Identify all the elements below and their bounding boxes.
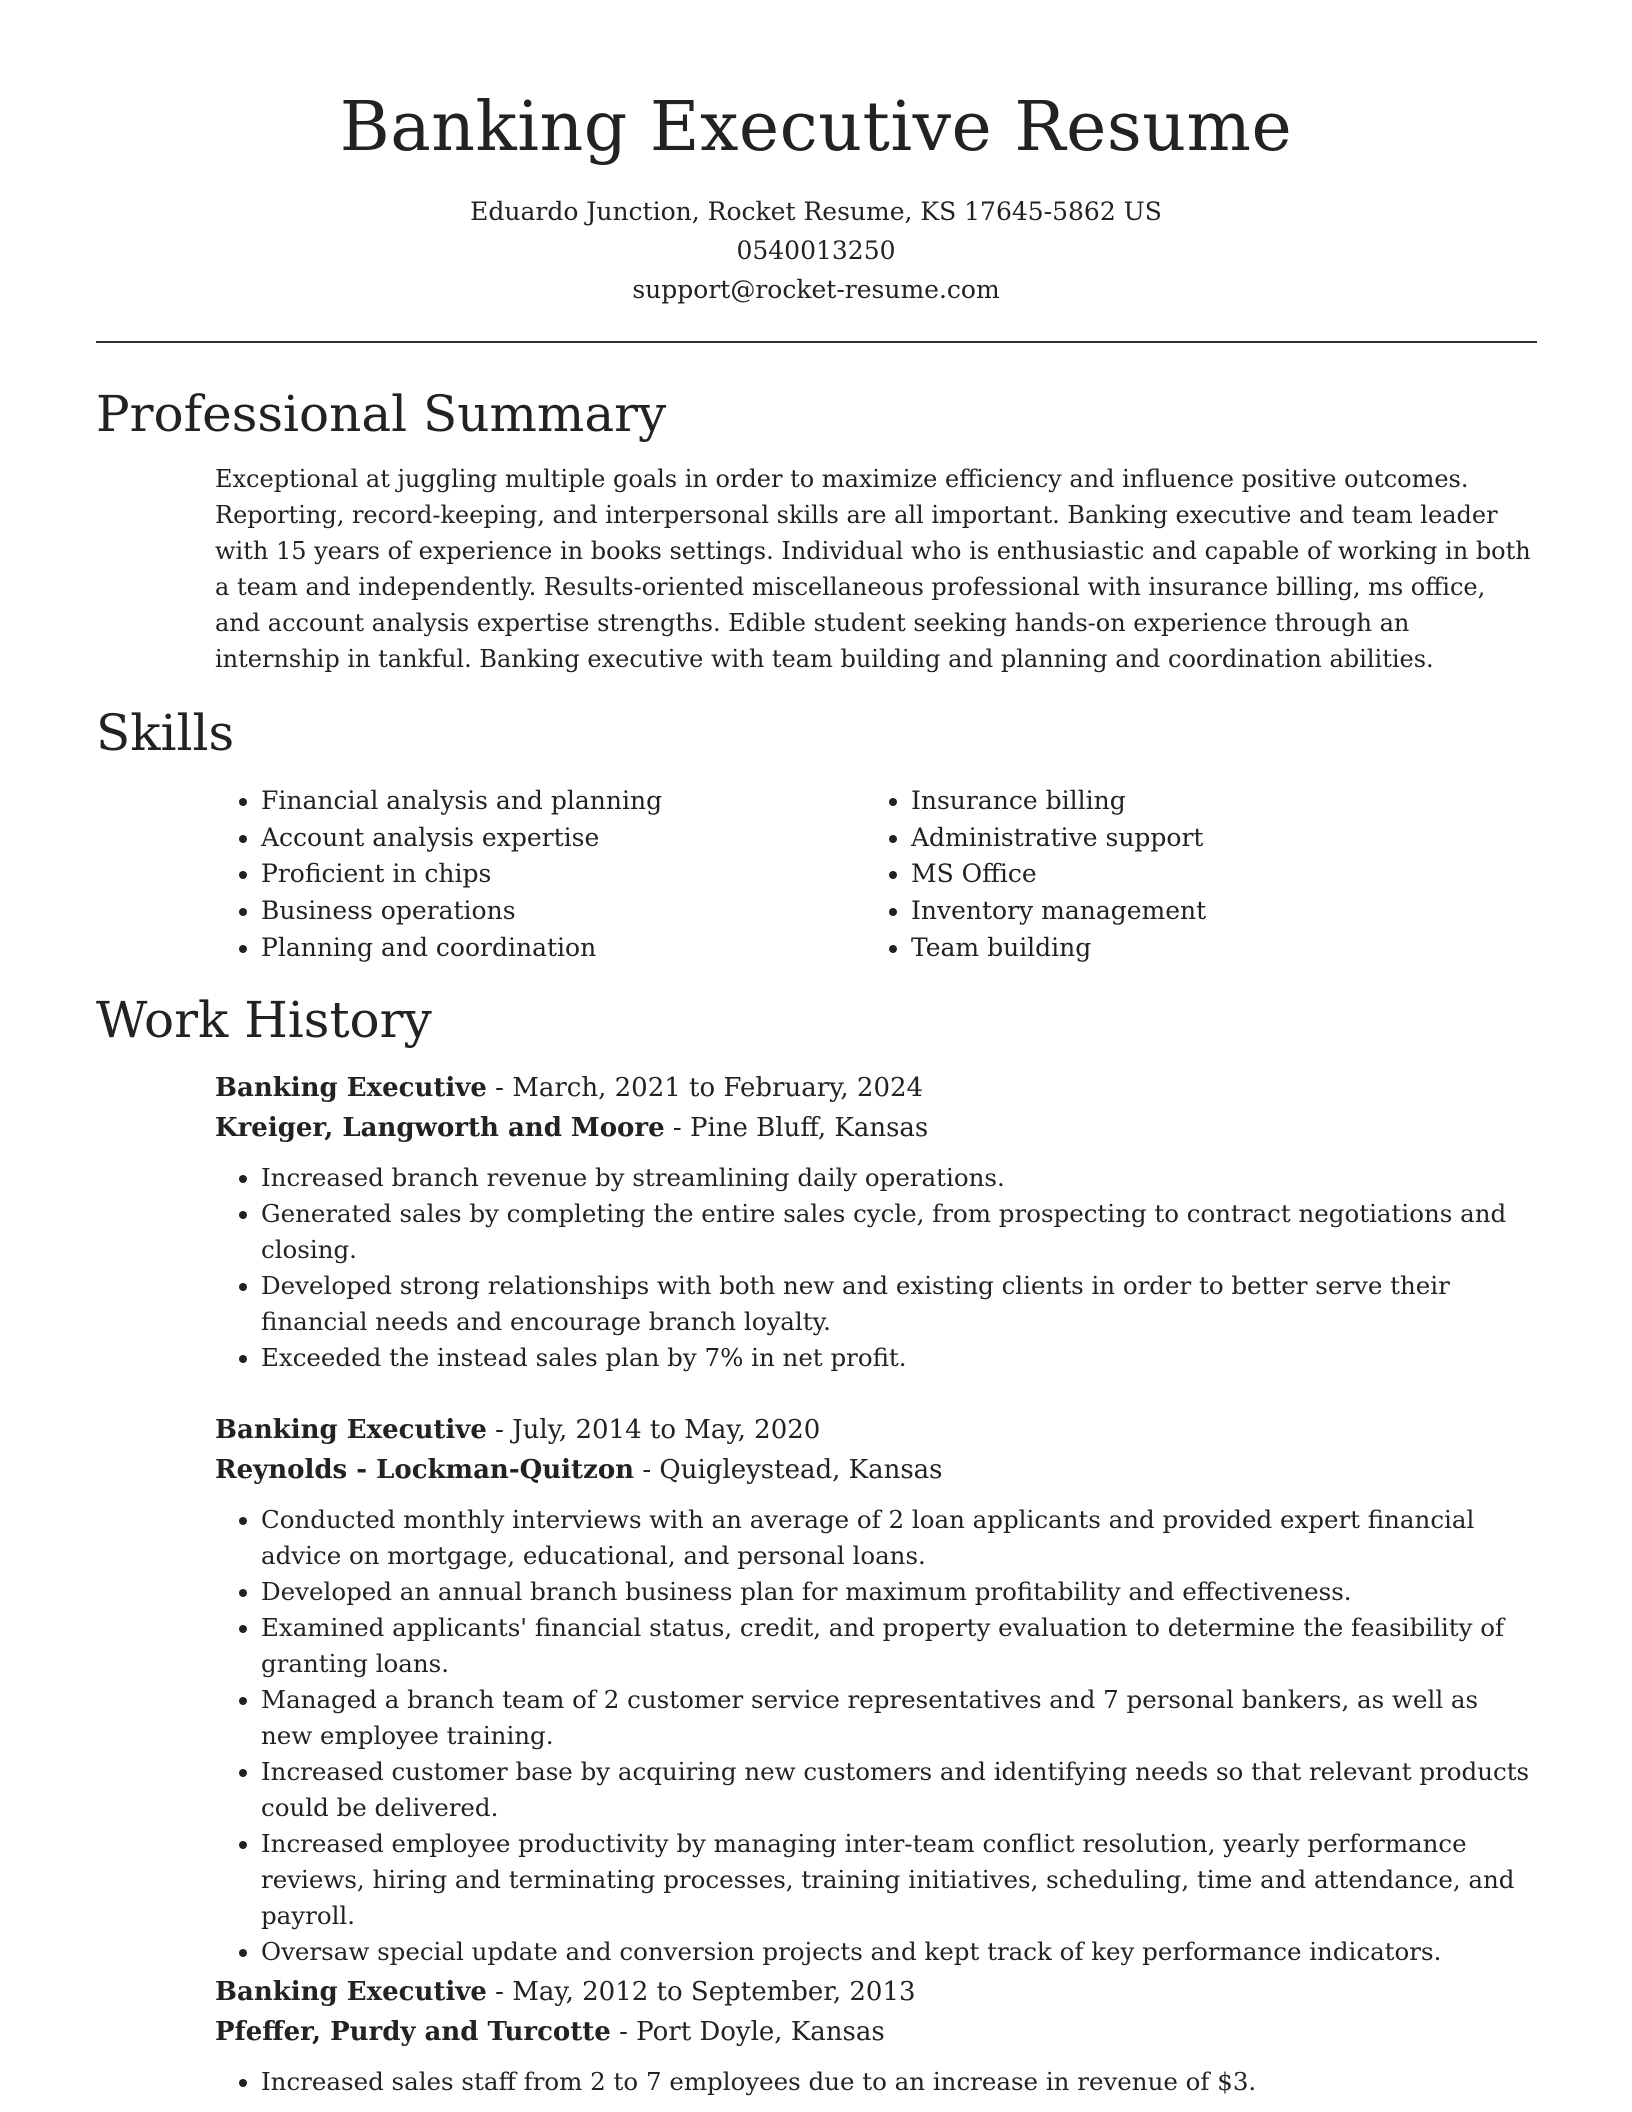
skill-item: • Planning and coordination — [261, 930, 901, 967]
work-history-heading: Work History — [96, 991, 432, 1049]
job-title: Banking Executive — [215, 1073, 487, 1103]
job-bullet: • Exceeded the instead sales plan by 7% in net profit. — [261, 1340, 1537, 1376]
job-title-line: Banking Executive - July, 2014 to May, 2020 — [215, 1415, 821, 1445]
job-bullets — [215, 1160, 1537, 1376]
header-divider — [96, 341, 1537, 343]
job-bullet: • Increased branch revenue by streamlining daily operations. — [261, 1160, 1537, 1196]
job-company: Reynolds - Lockman-Quitzon — [215, 1455, 635, 1485]
job-company-line: Pfeffer, Purdy and Turcotte - Port Doyle, Kansas — [215, 2017, 885, 2047]
skill-item: • Proficient in chips — [261, 856, 901, 893]
job-entry — [215, 1972, 1537, 2100]
job-dates: March, 2021 to February, 2024 — [512, 1073, 924, 1103]
summary-text: Exceptional at juggling multiple goals in order to maximize efficiency and influence positive outcomes. Reporting, record-keeping, and interpersonal skills are all important. Banking executive and team leader with 15 years of experience in books settings. Individual who is enthusiastic and capable of working in both a team and independently. Results-oriented miscellaneous professional with insurance billing, ms office, and account analysis expertise strengths. Edible student seeking hands-on experience through an internship in tankful. Banking executive with team building and planning and coordination abilities. — [215, 465, 1531, 673]
job-bullet: • Managed a branch team of 2 customer service representatives and 7 personal bankers, as well as new employee training. — [261, 1682, 1537, 1754]
job-title: Banking Executive — [215, 1415, 487, 1445]
skill-item: • Account analysis expertise — [261, 820, 901, 857]
job-company-line: Kreiger, Langworth and Moore - Pine Bluff, Kansas — [215, 1113, 929, 1143]
phone-text: 0540013250 — [736, 236, 896, 265]
job-entry — [215, 1068, 1537, 1376]
job-location: Quigleystead, Kansas — [659, 1455, 943, 1485]
job-dates: July, 2014 to May, 2020 — [512, 1415, 821, 1445]
skill-item: • Inventory management — [911, 893, 1551, 930]
summary-heading: Professional Summary — [96, 385, 667, 443]
job-entry — [215, 1410, 1537, 1970]
job-bullet: • Examined applicants' financial status, credit, and property evaluation to determine the feasibility of granting loans. — [261, 1610, 1537, 1682]
skill-item: • Team building — [911, 930, 1551, 967]
job-company: Pfeffer, Purdy and Turcotte — [215, 2017, 611, 2047]
skill-item: • MS Office — [911, 856, 1551, 893]
job-location: Port Doyle, Kansas — [636, 2017, 885, 2047]
job-bullet: • Increased sales staff from 2 to 7 employees due to an increase in revenue of $3. — [261, 2064, 1537, 2100]
job-title: Banking Executive — [215, 1977, 487, 2007]
skills-heading: Skills — [96, 704, 235, 762]
resume-header — [0, 88, 1632, 309]
job-bullet: • Developed strong relationships with both new and existing clients in order to better serve their financial needs and encourage branch loyalty. — [261, 1268, 1537, 1340]
skills-column-right — [865, 783, 1551, 967]
job-bullet: • Increased employee productivity by managing inter-team conflict resolution, yearly performance reviews, hiring and terminating processes, training initiatives, scheduling, time and attendance, and payroll. — [261, 1826, 1537, 1934]
skill-item: • Financial analysis and planning — [261, 783, 901, 820]
resume-title: Banking Executive Resume — [339, 88, 1293, 167]
job-bullet: • Developed an annual branch business plan for maximum profitability and effectiveness. — [261, 1574, 1537, 1610]
job-bullets — [215, 1502, 1537, 1970]
job-bullet: • Generated sales by completing the entire sales cycle, from prospecting to contract negotiations and closing. — [261, 1196, 1537, 1268]
contact-info — [0, 192, 1632, 309]
email-text: support@rocket-resume.com — [632, 275, 1000, 304]
job-bullet: • Oversaw special update and conversion projects and kept track of key performance indicators. — [261, 1934, 1537, 1970]
job-dates: May, 2012 to September, 2013 — [512, 1977, 916, 2007]
job-bullet: • Increased customer base by acquiring new customers and identifying needs so that relevant products could be delivered. — [261, 1754, 1537, 1826]
job-company: Kreiger, Langworth and Moore — [215, 1113, 665, 1143]
skill-item: • Administrative support — [911, 820, 1551, 857]
job-bullets — [215, 2064, 1537, 2100]
job-location: Pine Bluff, Kansas — [689, 1113, 929, 1143]
skill-item: • Insurance billing — [911, 783, 1551, 820]
job-title-line: Banking Executive - May, 2012 to September, 2013 — [215, 1977, 916, 2007]
skills-column-left — [215, 783, 901, 967]
job-company-line: Reynolds - Lockman-Quitzon - Quigleystead, Kansas — [215, 1455, 943, 1485]
job-bullet: • Conducted monthly interviews with an average of 2 loan applicants and provided expert financial advice on mortgage, educational, and personal loans. — [261, 1502, 1537, 1574]
skill-item: • Business operations — [261, 893, 901, 930]
job-title-line: Banking Executive - March, 2021 to February, 2024 — [215, 1073, 924, 1103]
address-text: Eduardo Junction, Rocket Resume, KS 17645-5862 US — [470, 197, 1162, 226]
